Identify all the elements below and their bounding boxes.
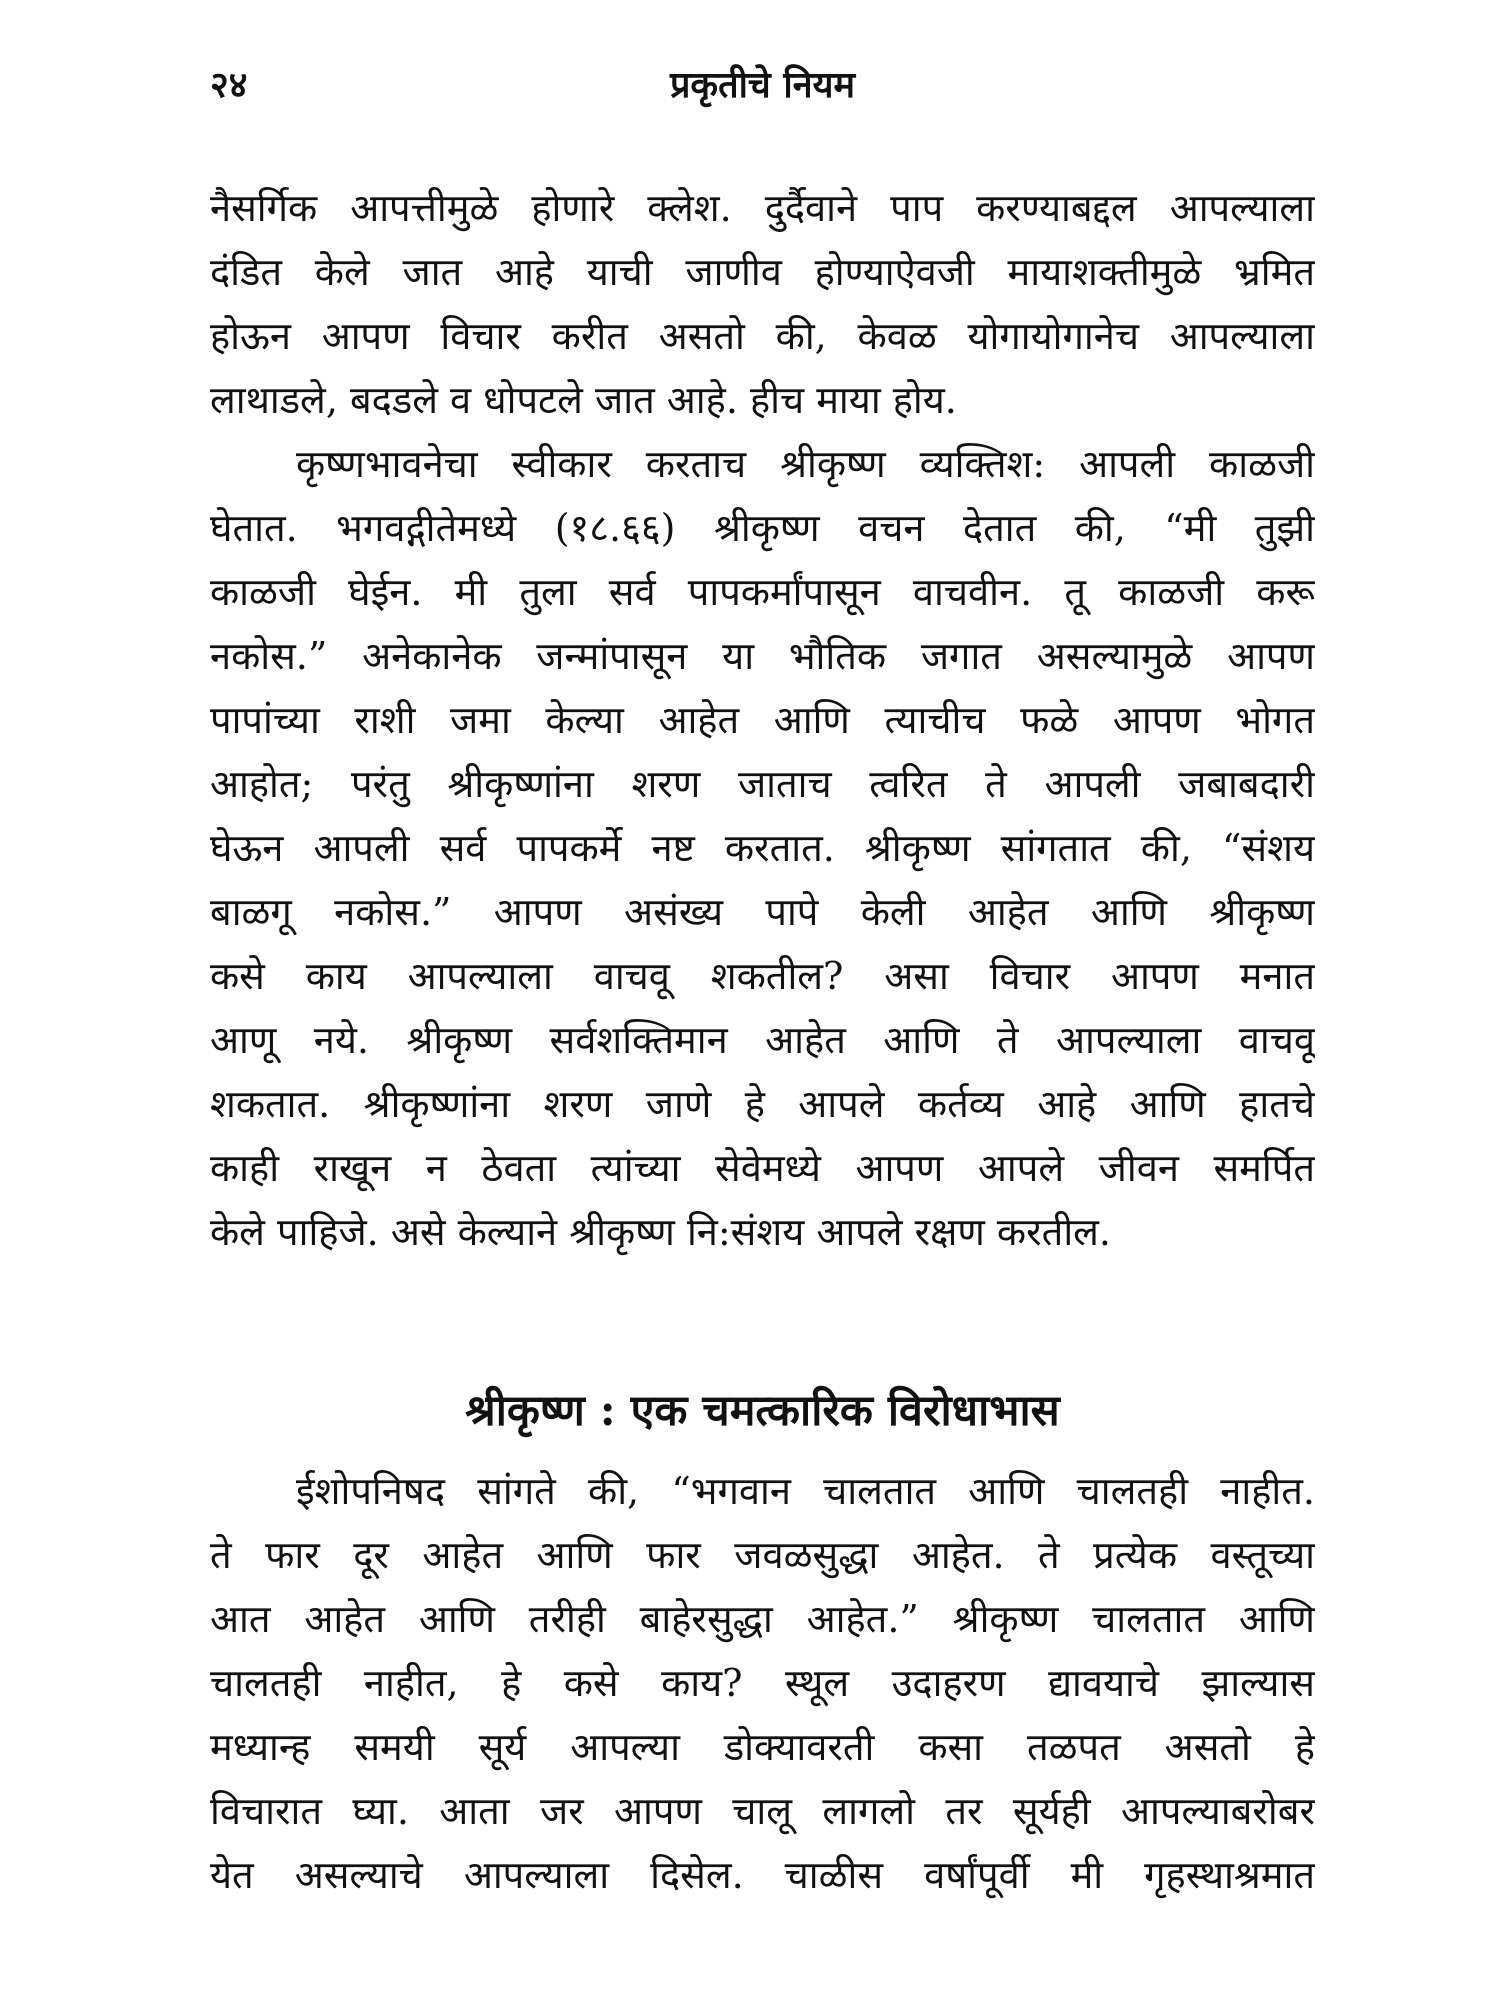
text-line: घेऊन आपली सर्व पापकर्मे नष्ट करतात. श्रीकृष्ण सांगतात की, “संशय	[210, 826, 1315, 870]
page-number: २४	[210, 64, 248, 106]
page-header	[210, 60, 1315, 120]
section-heading: श्रीकृष्ण : एक चमत्कारिक विरोधाभास	[465, 1386, 1060, 1436]
text-line: लाथाडले, बदडले व धोपटले जात आहे. हीच माया होय.	[210, 378, 957, 422]
running-title: प्रकृतीचे नियम	[669, 64, 856, 106]
text-line: आणू नये. श्रीकृष्ण सर्वशक्तिमान आहेत आणि ते आपल्याला वाचवू	[210, 1018, 1315, 1062]
text-line: काळजी घेईन. मी तुला सर्व पापकर्मांपासून वाचवीन. तू काळजी करू	[210, 570, 1315, 614]
text-line: ईशोपनिषद सांगते की, “भगवान चालतात आणि चालतही नाहीत.	[296, 1469, 1315, 1513]
text-line: नैसर्गिक आपत्तीमुळे होणारे क्लेश. दुर्दैवाने पाप करण्याबद्दल आपल्याला	[210, 186, 1315, 230]
text-line: दंडित केले जात आहे याची जाणीव होण्याऐवजी मायाशक्तीमुळे भ्रमित	[210, 250, 1315, 294]
text-line: पापांच्या राशी जमा केल्या आहेत आणि त्याचीच फळे आपण भोगत	[210, 698, 1315, 742]
text-line: मध्यान्ह समयी सूर्य आपल्या डोक्यावरती कसा तळपत असतो हे	[210, 1725, 1315, 1769]
text-line: येत असल्याचे आपल्याला दिसेल. चाळीस वर्षांपूर्वी मी गृहस्थाश्रमात	[210, 1853, 1315, 1897]
text-line: बाळगू नकोस.” आपण असंख्य पापे केली आहेत आणि श्रीकृष्ण	[210, 890, 1315, 934]
text-line: विचारात घ्या. आता जर आपण चालू लागलो तर सूर्यही आपल्याबरोबर	[210, 1789, 1315, 1833]
text-line: होऊन आपण विचार करीत असतो की, केवळ योगायोगानेच आपल्याला	[210, 314, 1315, 358]
text-line: घेतात. भगवद्गीतेमध्ये (१८.६६) श्रीकृष्ण वचन देतात की, “मी तुझी	[210, 506, 1315, 550]
paragraph-block-1	[210, 176, 1315, 1264]
text-line: कसे काय आपल्याला वाचवू शकतील? असा विचार आपण मनात	[210, 954, 1315, 998]
paragraph-block-2	[210, 1459, 1315, 1907]
text-line: ते फार दूर आहेत आणि फार जवळसुद्धा आहेत. ते प्रत्येक वस्तूच्या	[210, 1533, 1315, 1577]
text-line: शकतात. श्रीकृष्णांना शरण जाणे हे आपले कर्तव्य आहे आणि हातचे	[210, 1082, 1315, 1126]
text-line: आहोत; परंतु श्रीकृष्णांना शरण जाताच त्वरित ते आपली जबाबदारी	[210, 762, 1315, 806]
text-line: आत आहेत आणि तरीही बाहेरसुद्धा आहेत.” श्रीकृष्ण चालतात आणि	[210, 1597, 1315, 1641]
text-line: कृष्णभावनेचा स्वीकार करताच श्रीकृष्ण व्यक्तिश: आपली काळजी	[296, 442, 1315, 486]
text-line: नकोस.” अनेकानेक जन्मांपासून या भौतिक जगात असल्यामुळे आपण	[210, 634, 1315, 678]
text-line: चालतही नाहीत, हे कसे काय? स्थूल उदाहरण द्यावयाचे झाल्यास	[210, 1661, 1315, 1705]
text-line: काही राखून न ठेवता त्यांच्या सेवेमध्ये आपण आपले जीवन समर्पित	[210, 1146, 1315, 1190]
text-line: केले पाहिजे. असे केल्याने श्रीकृष्ण नि:संशय आपले रक्षण करतील.	[210, 1210, 1112, 1254]
